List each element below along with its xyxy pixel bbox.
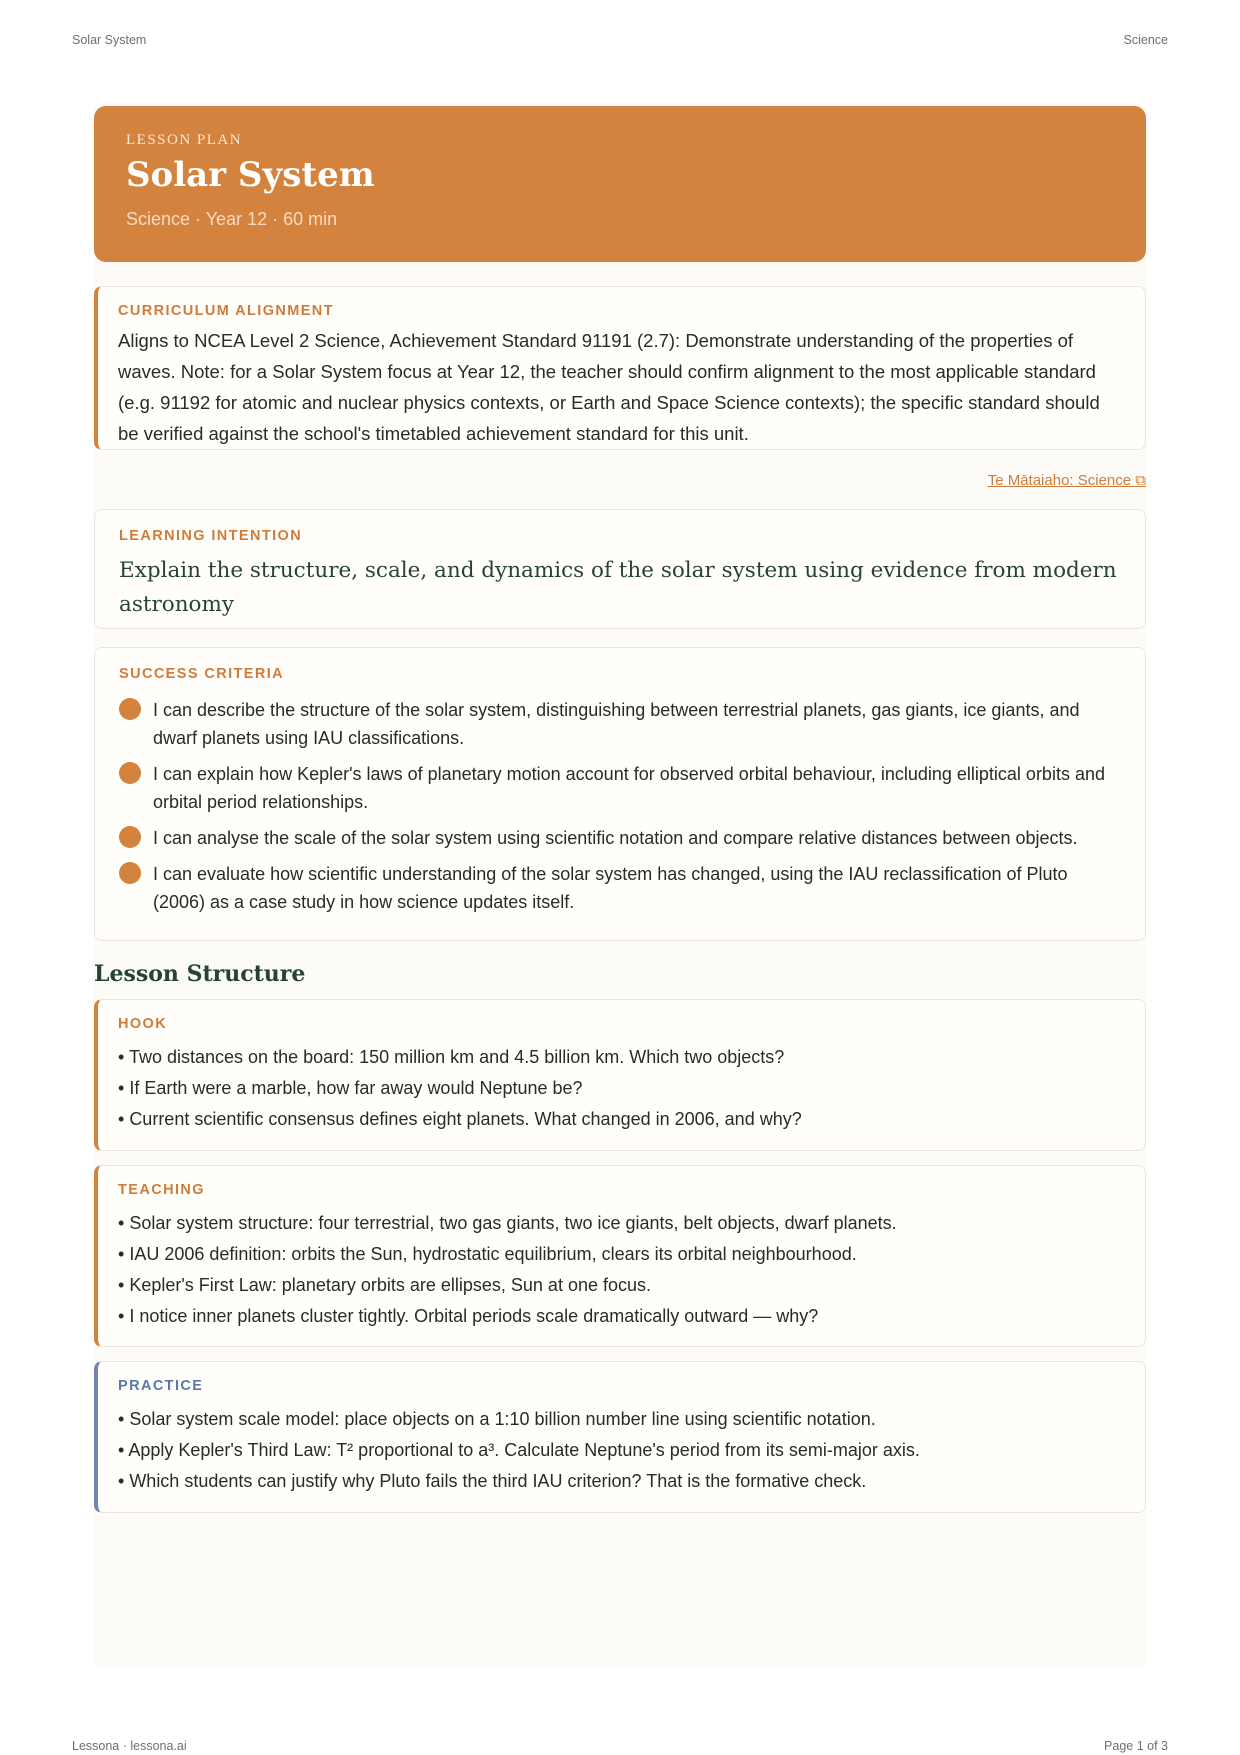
bullet-dot-icon [119, 826, 141, 848]
running-header [72, 33, 1168, 47]
criterion-text: I can evaluate how scientific understanding of the solar system has changed, using the IAU reclassification of Pluto (2006) as a case study in how science updates itself. [153, 864, 1068, 912]
teaching-label: TEACHING [118, 1182, 205, 1198]
list-item [119, 860, 1115, 916]
criterion-text: I can describe the structure of the solar system, distinguishing between terrestrial planets, gas giants, ice giants, and dwarf planets using IAU classifications. [153, 700, 1080, 748]
success-criteria-card [94, 647, 1146, 941]
bullet-dot-icon [119, 762, 141, 784]
success-criteria-label: SUCCESS CRITERIA [119, 666, 284, 682]
list-item [119, 696, 1115, 752]
practice-card [94, 1361, 1146, 1513]
curriculum-link[interactable]: Te Mātaiaho: Science ⧉ [987, 472, 1146, 489]
success-criteria-list [119, 696, 1115, 916]
page-content [94, 106, 1146, 1666]
hook-list [118, 1042, 1121, 1135]
list-item: • Kepler's First Law: planetary orbits are ellipses, Sun at one focus. [118, 1270, 1121, 1301]
curriculum-link-row [94, 472, 1146, 489]
learning-intention-label: LEARNING INTENTION [119, 528, 303, 544]
list-item: • IAU 2006 definition: orbits the Sun, hydrostatic equilibrium, clears its orbital neighbourhood. [118, 1239, 1121, 1270]
header-subject: Science [1123, 33, 1168, 47]
curriculum-alignment-card [94, 286, 1146, 450]
list-item: • Which students can justify why Pluto fails the third IAU criterion? That is the formative check. [118, 1466, 1121, 1497]
list-item: • I notice inner planets cluster tightly. Orbital periods scale dramatically outward — why? [118, 1301, 1121, 1332]
list-item [119, 824, 1115, 852]
criterion-text: I can explain how Kepler's laws of planetary motion account for observed orbital behaviour, including elliptical orbits and orbital period relationships. [153, 764, 1105, 812]
lesson-structure-heading: Lesson Structure [94, 961, 306, 987]
bullet-dot-icon [119, 698, 141, 720]
learning-intention-text: Explain the structure, scale, and dynamics of the solar system using evidence from modern astronomy [119, 558, 1117, 617]
footer-brand: Lessona · lessona.ai [72, 1739, 187, 1753]
page-number: Page 1 of 3 [1104, 1739, 1168, 1753]
curriculum-label: CURRICULUM ALIGNMENT [118, 303, 334, 319]
curriculum-text: Aligns to NCEA Level 2 Science, Achievement Standard 91191 (2.7): Demonstrate understanding of the properties of waves. Note: for a Solar System focus at Year 12, the teacher should confirm alignment to the most applicable standard (e.g. 91192 for atomic and nuclear physics contexts, or Earth and Space Science contexts); the specific standard should be verified against the school's timetabled achievement standard for this unit. [118, 330, 1100, 444]
lesson-meta: Science · Year 12 · 60 min [126, 209, 338, 229]
running-footer [72, 1739, 1168, 1753]
page-title: Solar System [126, 155, 375, 195]
practice-label: PRACTICE [118, 1378, 204, 1394]
list-item: • Solar system scale model: place objects on a 1:10 billion number line using scientific notation. [118, 1404, 1121, 1435]
list-item: • Current scientific consensus defines eight planets. What changed in 2006, and why? [118, 1104, 1121, 1135]
hero-eyebrow: LESSON PLAN [126, 132, 243, 148]
hook-card [94, 999, 1146, 1151]
hook-label: HOOK [118, 1016, 168, 1032]
list-item: • Two distances on the board: 150 million km and 4.5 billion km. Which two objects? [118, 1042, 1121, 1073]
teaching-card [94, 1165, 1146, 1347]
practice-list [118, 1404, 1121, 1497]
teaching-list [118, 1208, 1121, 1332]
list-item: • If Earth were a marble, how far away would Neptune be? [118, 1073, 1121, 1104]
lesson-hero-banner [94, 106, 1146, 262]
list-item: • Solar system structure: four terrestrial, two gas giants, two ice giants, belt objects, dwarf planets. [118, 1208, 1121, 1239]
criterion-text: I can analyse the scale of the solar system using scientific notation and compare relative distances between objects. [153, 828, 1078, 848]
list-item [119, 760, 1115, 816]
list-item: • Apply Kepler's Third Law: T² proportional to a³. Calculate Neptune's period from its semi-major axis. [118, 1435, 1121, 1466]
learning-intention-card [94, 509, 1146, 629]
bullet-dot-icon [119, 862, 141, 884]
header-doc-title: Solar System [72, 33, 147, 47]
